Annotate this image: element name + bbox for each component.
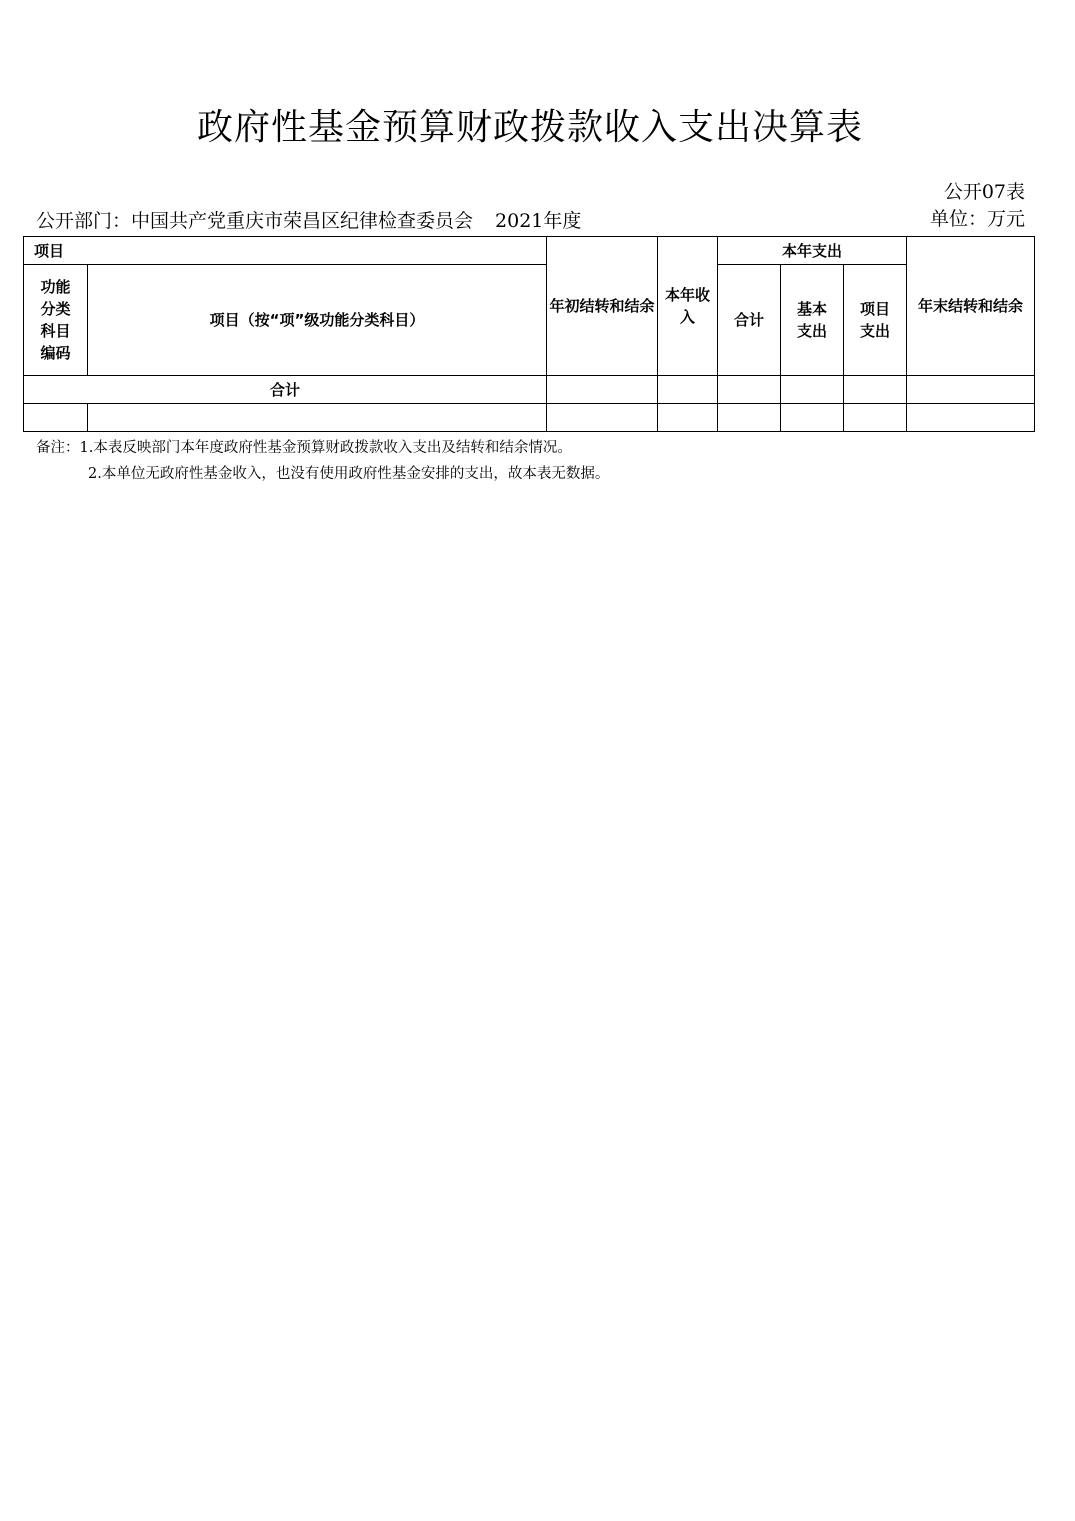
header-item-name: 项目（按“项”级功能分类科目） <box>88 265 547 376</box>
total-row <box>24 376 1035 404</box>
row-name <box>88 404 547 432</box>
budget-table <box>23 236 1035 432</box>
row-cell <box>718 404 781 432</box>
header-expense: 本年支出 <box>718 237 907 265</box>
row-cell <box>781 404 844 432</box>
header-row-2 <box>24 265 1035 376</box>
department-line <box>36 208 581 234</box>
row-cell <box>844 404 907 432</box>
header-begin-balance: 年初结转和结余 <box>547 237 658 376</box>
row-code <box>24 404 88 432</box>
header-code <box>24 265 88 376</box>
total-cell <box>658 376 718 404</box>
header-expense-project-text: 项目支出 <box>860 300 891 340</box>
table-row <box>24 404 1035 432</box>
header-end-balance: 年末结转和结余 <box>907 237 1035 376</box>
form-number: 公开07表 <box>943 181 1025 203</box>
fiscal-year: 2021年度 <box>495 210 582 232</box>
header-income: 本年收入 <box>658 237 718 376</box>
header-expense-basic <box>781 265 844 376</box>
header-code-text: 功能分类科目编码 <box>40 278 71 362</box>
header-expense-basic-text: 基本支出 <box>797 300 828 340</box>
row-cell <box>658 404 718 432</box>
total-cell <box>547 376 658 404</box>
page-title: 政府性基金预算财政拨款收入支出决算表 <box>196 107 863 148</box>
header-expense-total: 合计 <box>718 265 781 376</box>
total-label: 合计 <box>24 376 547 404</box>
note-2: 2.本单位无政府性基金收入，也没有使用政府性基金安排的支出，故本表无数据。 <box>88 466 610 482</box>
row-cell <box>547 404 658 432</box>
total-cell <box>907 376 1035 404</box>
header-row-1 <box>24 237 1035 265</box>
notes <box>36 435 609 487</box>
header-expense-project <box>844 265 907 376</box>
row-cell <box>907 404 1035 432</box>
total-cell <box>844 376 907 404</box>
unit-label: 单位：万元 <box>929 208 1025 230</box>
header-item: 项目 <box>24 237 547 265</box>
note-1: 备注：1.本表反映部门本年度政府性基金预算财政拨款收入支出及结转和结余情况。 <box>36 440 572 456</box>
total-cell <box>781 376 844 404</box>
total-cell <box>718 376 781 404</box>
department-name: 公开部门：中国共产党重庆市荣昌区纪律检查委员会 <box>36 210 474 232</box>
